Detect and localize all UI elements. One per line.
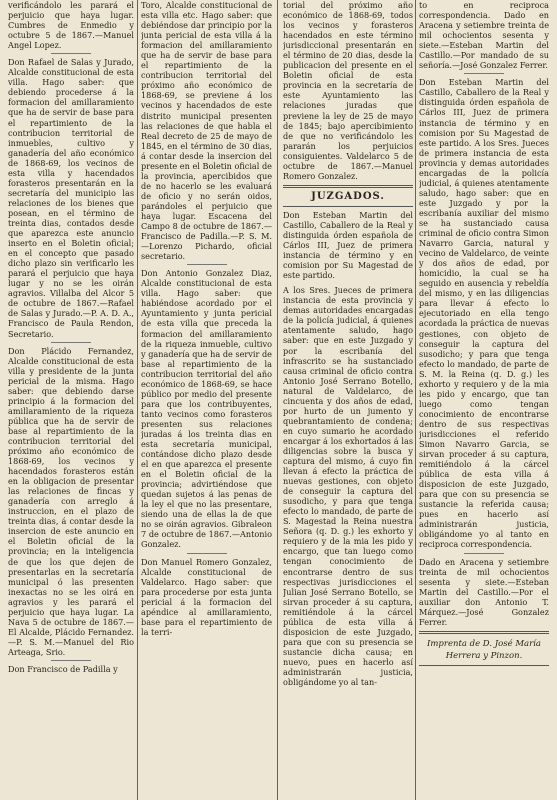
notice-text: Don Manuel Romero Gonzalez, Alcalde constitucional de Valdelarco. Hago saber: que para procederse por esta junta pericial á la formacion del apéndice al amillaramiento, base para el repartimiento de la terri- xyxy=(141,556,272,637)
notice-text: to en reciproca correspondencia. Dado en Aracena y setiembre treinta de mil ochocientos sesenta y siete.—Esteban Martin del Castillo.—Por mandado de su señoría.—José Gonzalez Ferrer. xyxy=(419,0,549,71)
column-3 xyxy=(283,0,413,800)
column-1 xyxy=(8,0,134,800)
column-2 xyxy=(141,0,272,800)
column-divider xyxy=(277,0,278,800)
separator xyxy=(187,553,227,554)
notice-text: Toro, Alcalde constitucional de esta villa etc. Hago saber: que debiéndose dar principio por la junta pericial de esta villa á la formacion del amillaramiento que ha de servir de base para el repartimiento de la contribucion territorial del próximo año económico de 1868-69, se previene á los vecinos y hacendados de este distrito municipal presenten las relaciones de que habla el Real decreto de 25 de mayo de 1845, en el término de 30 dias, á contar desde la insercion del presente en el Boletin oficial de la provincia, apercibidos que de no hacerlo se les evaluará de oficio y no serán oidos, parándoles el perjuicio que haya lugar. Escacena del Campo 8 de octubre de 1867.—Francisco de Padilla.—P. S. M.—Lorenzo Pichardo, oficial secretario. xyxy=(141,0,272,262)
notice-text: Don Francisco de Padilla y xyxy=(8,664,118,674)
notice-text: verificándolo les parará el perjuicio que haya lugar. Cumbres de Enmedio y octubre 5 de 1867.—Manuel Angel Lopez. xyxy=(8,0,134,51)
separator xyxy=(51,53,91,54)
separator xyxy=(464,73,504,74)
notice-text: A los Sres. Jueces de primera instancia de esta provincia y demas autoridades encargadas de la policía judicial, á quienes atentamente saludo, hago saber: que en este Juzgado y por la escribanía del infrascrito se ha sustanciado causa criminal de oficio contra Antonio José Serrano Botello, natural de Valdelarco, de cincuenta y dos años de edad, por hurto de un jumento y quebrantamiento de condena; en cuyo sumario he acordado encargar á los exhortados á las diligencias sobre la busca y captura del mismo, á cuyo fin llevan á efecto la práctica de nuevas gestiones, con objeto de conseguir la captura del susodicho, y para que tenga efecto lo mandado, de parte de S. Magestad la Reina nuestra Señora (q. D. g.) les exhorto y requiero y de la mia les pido y encargo, que tan luego como tengan conocimiento de encontrarse dentro de sus respectivas jurisdicciones el Julian José Serrano Botello, se sirvan proceder á su captura, remitiéndole á la cárcel pública de esta villa á disposicion de este Juzgado, para que con su presencia se sustancie dicha causa; en nuevo, pues en hacerlo así administrarán justicia, obligándome yo al tan- xyxy=(283,285,413,688)
section-rule xyxy=(283,185,413,188)
column-4 xyxy=(419,0,549,800)
notice-text: Don Esteban Martin del Castillo, Caballero de la Real y distinguida órden española de Cárlos III, Juez de primera instancia de término y en comision por Su Magestad de este partido. A los Sres. Jueces de primera instancia de esta provincia y demas autoridades encargadas de la policía judicial, á quienes atentamente saludo, hago saber: que en este Juzgado y por la escribanía auxiliar del mismo se ha sustanciado causa criminal de oficio contra Simon Navarro Garcia, natural y vecino de Valdelarco, de veinte y dos años de edad, por homicidio, la cual se ha seguido en ausencia y rebeldía del mismo, y en las diligencias para llevar á efecto lo ejecutoriado en ella tengo acordada la práctica de nuevas gestiones, con objeto de conseguir la captura del susodicho; y para que tenga efecto lo mandado, de parte de S. M. la Reina (q. D. g.) les exhorto y requiero y de la mia les pido y encargo, que tan luego como tengan conocimiento de encontrarse dentro de sus respectivas jurisdicciones el referido Simon Navarro Garcia, se sirvan proceder á su captura, remitiéndolo á la cárcel pública de esta villa á disposicion de este Juzgado, para que con su presencia se sustancie la referida causa; pues en hacerlo así administrarán justicia, obligándome yo al tanto en reciproca correspondencia. xyxy=(419,77,549,550)
notice-text: Don Esteban Martin del Castillo, Caballero de la Real y distinguida órden española de Cárlos III, Juez de primera instancia de término y en comision por Su Magestad de este partido. xyxy=(283,209,413,281)
column-divider xyxy=(415,0,416,800)
notice-text: torial del próximo año económico de 1868-69, todos los vecinos y forasteros hacendados en este término jurisdiccional presentarán en el término de 20 dias, desde la publicacion del presente en el Boletin oficial de esta provincia en la secretaría de este Ayuntamiento las relaciones juradas que previene la ley de 25 de mayo de 1845; bajo apercibimiento de que no verificándolo les pararán los perjuicios consiguientes. Valdelarco 5 de octubre de 1867.—Manuel Romero Gonzalez. xyxy=(283,0,413,181)
notice-text: Don Plácido Fernandez, Alcalde constitucional de esta villa y presidente de la junta pericial de la misma. Hago saber: que debiendo darse principio á la formacion del amillaramiento de la riqueza pública que ha de servir de base al repartimiento de la contribucion territorial del próximo año económico de 1868-69, los vecinos y hacendados forasteros están en la obligacion de presentar las relaciones de fincas y ganadería con arreglo á instruccion, en el plazo de treinta dias, á contar desde la insercion de este anuncio en el Boletin oficial de la provincia; en la inteligencia de que los que dejen de presentarlas en la secretaría municipal ó las presenten inexactas no se les oirá en agravios y les parará el perjuicio que haya lugar. La Nava 5 de octubre de 1867.—El Alcalde, Plácido Fernandez.—P. S. M.—Manuel del Rio Arteaga, Srio. xyxy=(8,345,134,657)
notice-text: Don Rafael de Salas y Jurado, Alcalde constitucional de esta villa. Hago saber: que debiendo procederse á la formacion del amillaramiento que ha de servir de base para el repartimiento de la contribucion territorial de inmuebles, cultivo y ganadería del año económico de 1868-69, los vecinos de esta villa y hacendados forasteros presentarán en la secretaría del municipio las relaciones de los bienes que posean, en el término de treinta dias, contados desde que aparezca este anuncio inserto en el Boletin oficial; en el concepto que pasado dicho plazo sin verificarlo les parará el perjuicio que haya lugar y no se les oirán agravios. Villalba del Alcor 5 de octubre de 1867.—Rafael de Salas y Jurado.—P. A. D. A., Francisco de Paula Rendon, Secretario. xyxy=(8,57,134,339)
section-rule xyxy=(283,206,413,207)
separator xyxy=(464,553,504,554)
notice-text: Dado en Aracena y setiembre treinta de mil ochocientos sesenta y siete.—Esteban Martin del Castillo.—Por el auxiliar don Antonio T. Márquez.—José Gonzalez Ferrer. xyxy=(419,556,549,627)
notice-text: Don Antonio Gonzalez Diaz, Alcalde constitucional de esta villa. Hago saber: que habiéndose acordado por el Ayuntamiento y junta pericial de esta villa que preceda la formacion del amillaramiento de la riqueza inmueble, cultivo y ganadería que ha de servir de base al repartimiento de la contribucion territorial del año económico de 1868-69, se hace público por medio del presente para que los contribuyentes, tanto vecinos como forasteros presenten sus relaciones juradas á los treinta dias en esta secretaría municipal, contándose dicho plazo desde el en que aparezca el presente en el Boletin oficial de la provincia; advirtiéndose que quedan sujetos á las penas de la ley el que no las presentare, siendo una de ellas la de que no se oirán agravios. Gibraleon 7 de octubre de 1867.—Antonio Gonzalez. xyxy=(141,268,272,550)
separator xyxy=(51,660,91,661)
section-heading: JUZGADOS. xyxy=(311,190,385,202)
section-rule xyxy=(419,665,549,666)
separator xyxy=(51,342,91,343)
separator xyxy=(187,264,227,265)
imprint-line-1: Imprenta de D. José María xyxy=(427,638,541,649)
column-divider xyxy=(137,0,138,800)
section-rule xyxy=(419,631,549,634)
imprint-line-2: Herrera y Pinzon. xyxy=(445,650,523,661)
